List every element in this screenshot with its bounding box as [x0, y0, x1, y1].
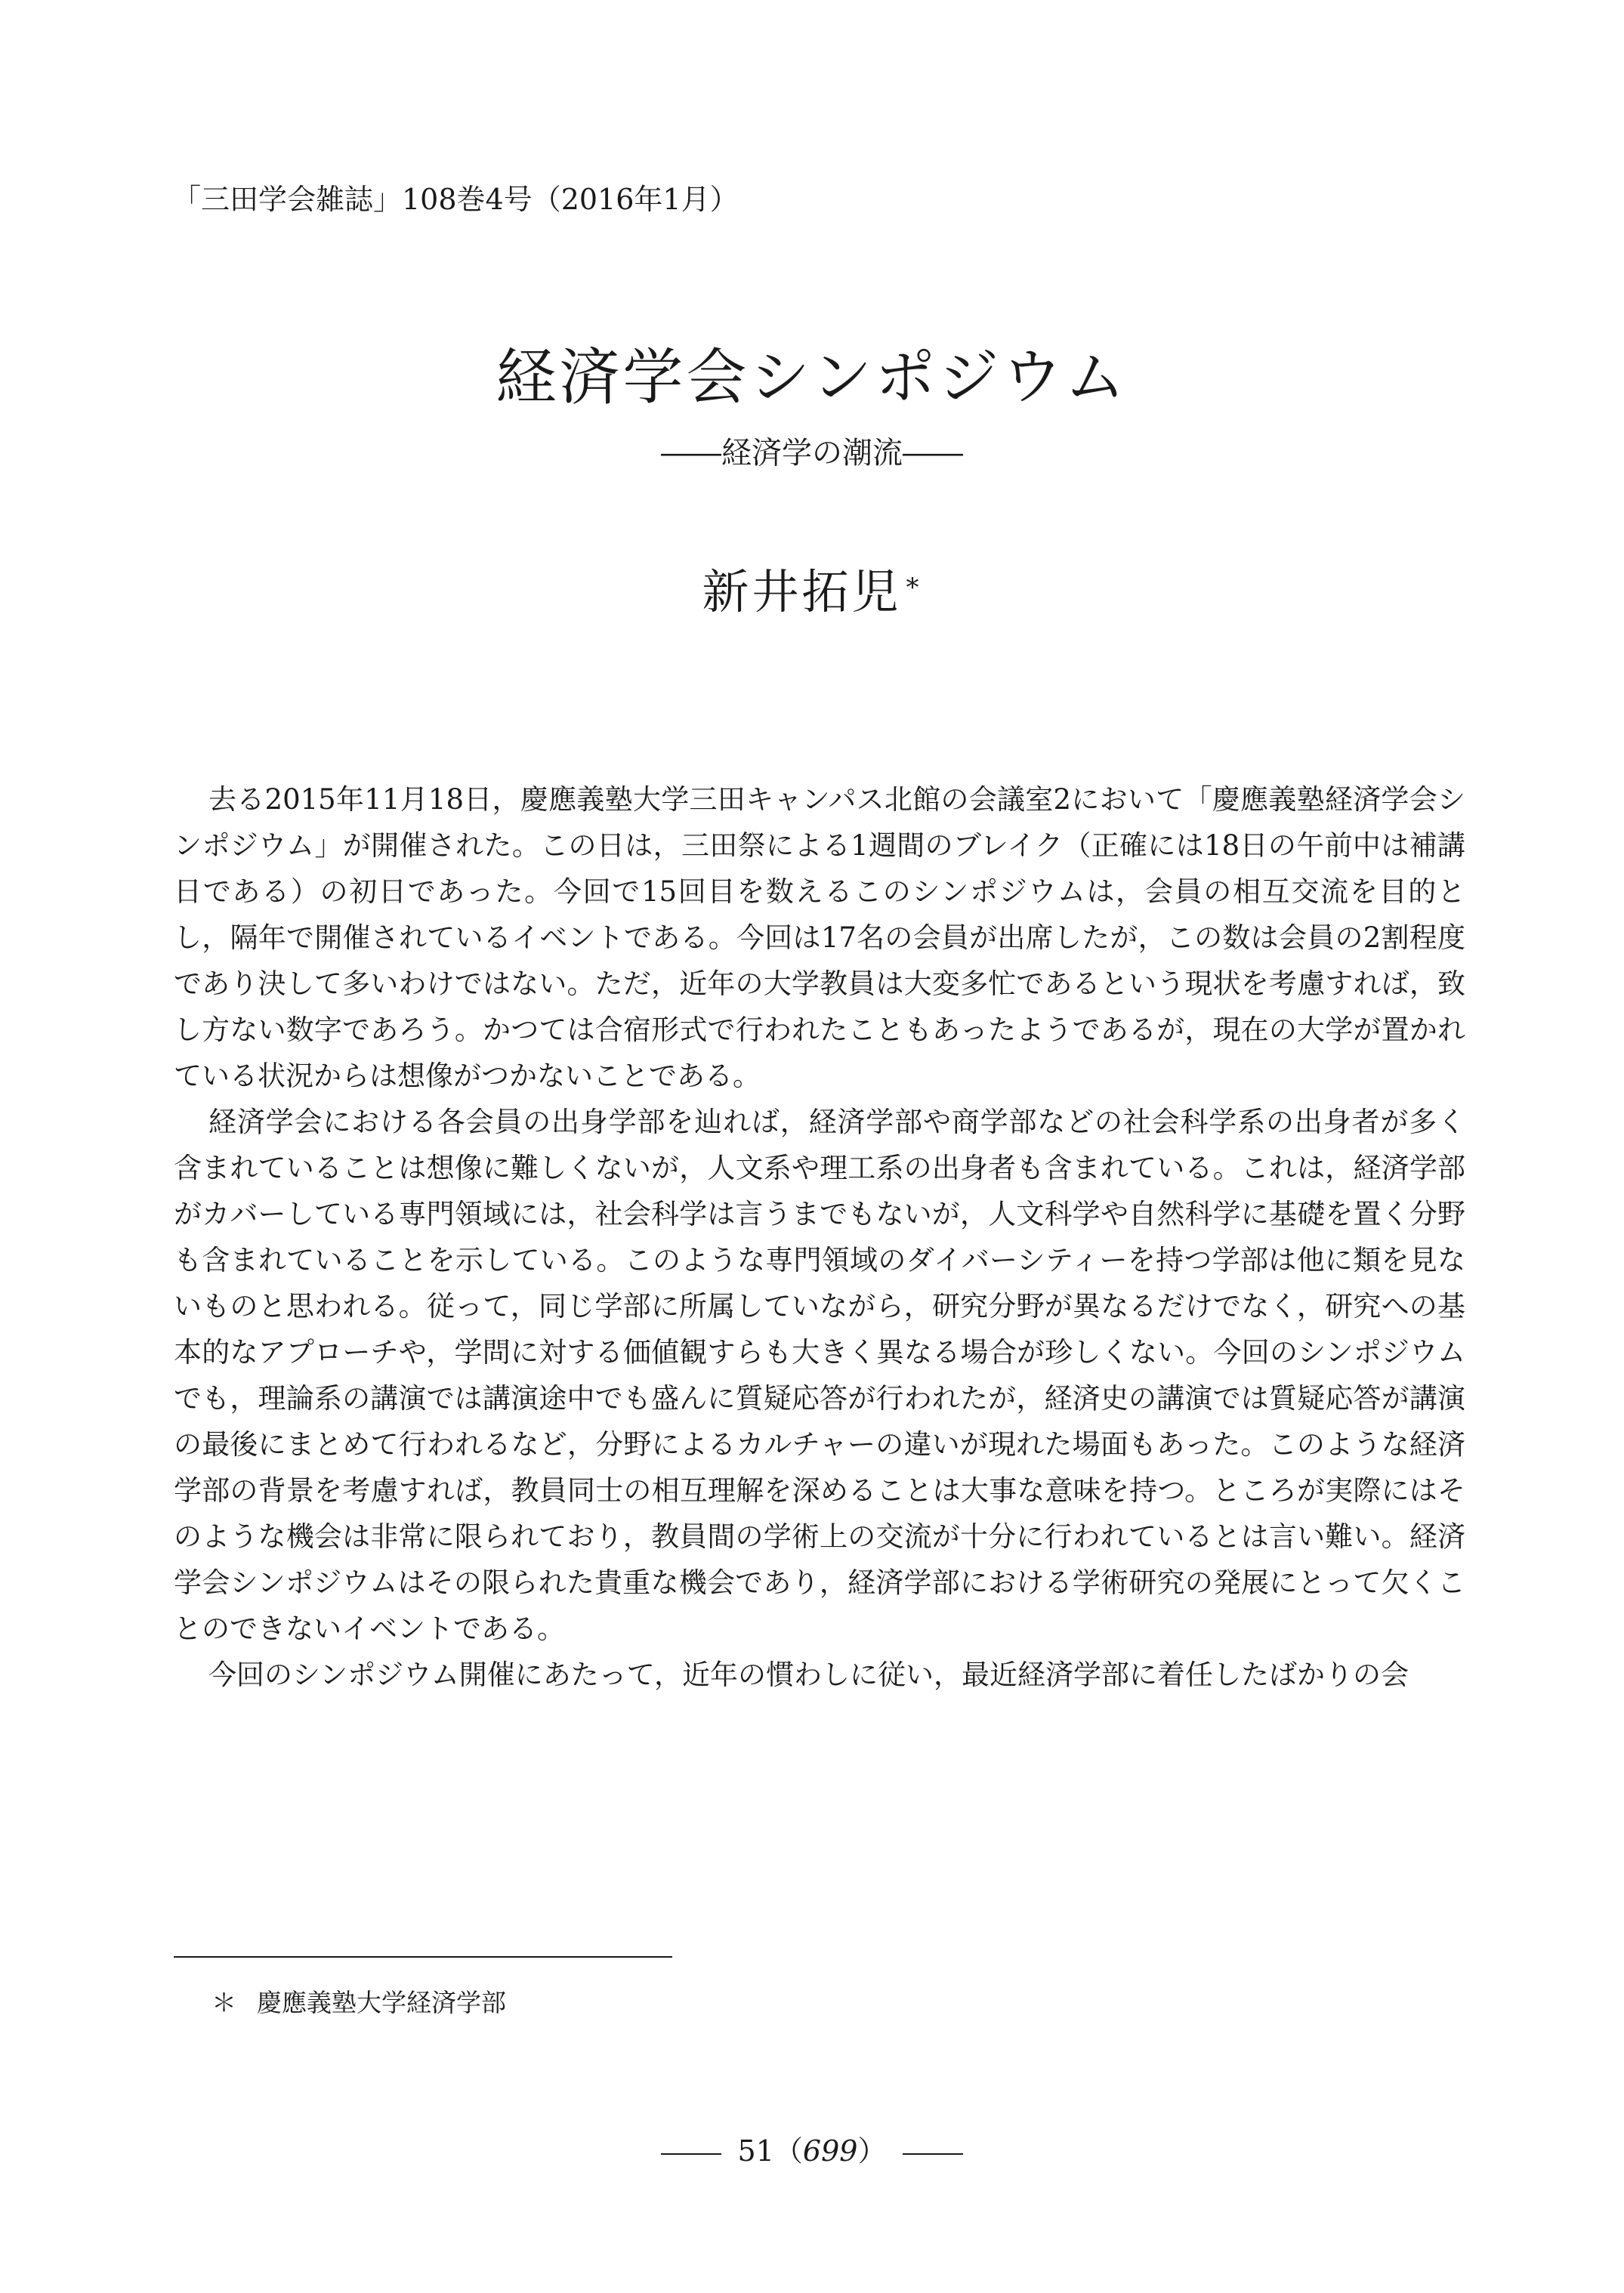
- page-number: [0, 2131, 1624, 2171]
- paragraph-2: 経済学会における各会員の出身学部を辿れば，経済学部や商学部などの社会科学系の出身者が多く含まれていることは想像に難しくないが，人文系や理工系の出身者も含まれている。これは，経済学部がカバーしている専門領域には，社会科学は言うまでもないが，人文科学や自然科学に基礎を置く分野も含まれていることを示している。このような専門領域のダイバーシティーを持つ学部は他に類を見ないものと思われる。従って，同じ学部に所属していながら，研究分野が異なるだけでなく，研究への基本的なアプローチや，学問に対する価値観すらも大きく異なる場合が珍しくない。今回のシンポジウムでも，理論系の講演では講演途中でも盛んに質疑応答が行われたが，経済史の講演では質疑応答が講演の最後にまとめて行われるなど，分野によるカルチャーの違いが現れた場面もあった。このような経済学部の背景を考慮すれば，教員同士の相互理解を深めることは大事な意味を持つ。ところが実際にはそのような機会は非常に限られており，教員間の学術上の交流が十分に行われているとは言い難い。経済学会シンポジウムはその限られた貴重な機会であり，経済学部における学術研究の発展にとって欠くことのできないイベントである。: [174, 1106, 1465, 1645]
- page-number-open-paren: （: [773, 2134, 803, 2168]
- page-number-original: 699: [802, 2134, 858, 2168]
- author-footnote-mark: *: [906, 572, 922, 603]
- author-line: [0, 560, 1624, 624]
- page-number-right-dash: [903, 2153, 963, 2155]
- article-title: 経済学会シンポジウム: [496, 342, 1128, 412]
- footnote: [211, 1985, 506, 2021]
- journal-header: 「三田学会雑誌」108巻4号（2016年1月）: [172, 183, 739, 216]
- footnote-divider: [174, 1956, 672, 1958]
- page-number-left-dash: [661, 2153, 721, 2155]
- paragraph-1: 去る2015年11月18日，慶應義塾大学三田キャンパス北館の会議室2において「慶應義塾経済学会シンポジウム」が開催された。この日は，三田祭による1週間のブレイク（正確には18日の午前中は補講日である）の初日であった。今回で15回目を数えるこのシンポジウムは，会員の相互交流を目的とし，隔年で開催されているイベントである。今回は17名の会員が出席したが，この数は会員の2割程度であり決して多いわけではない。ただ，近年の大学教員は大変多忙であるという現状を考慮すれば，致し方ない数字であろう。かつては合宿形式で行われたこともあったようであるが，現在の大学が置かれている状況からは想像がつかないことである。: [174, 783, 1465, 1092]
- author-name: 新井拓児: [702, 564, 902, 619]
- footnote-text: 慶應義塾大学経済学部: [257, 1988, 506, 2017]
- paragraph-3: 今回のシンポジウム開催にあたって，近年の慣わしに従い，最近経済学部に着任したばかりの会: [208, 1659, 1409, 1691]
- article-subtitle: ――経済学の潮流――: [661, 436, 963, 471]
- page-number-close-paren: ）: [857, 2134, 887, 2168]
- footnote-mark: ＊: [211, 1988, 236, 2017]
- body-text: [174, 776, 1465, 1698]
- page-number-value: 51: [737, 2134, 774, 2168]
